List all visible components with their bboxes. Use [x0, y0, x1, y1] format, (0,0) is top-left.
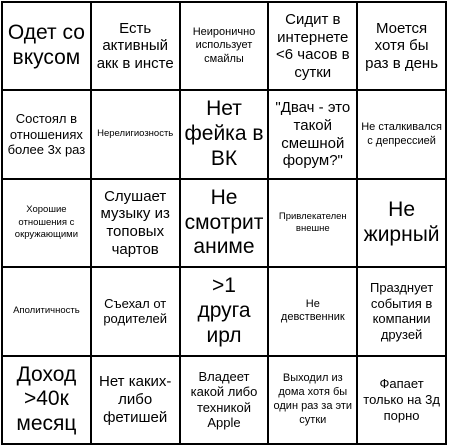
- bingo-cell: Слушает музыку из топовых чартов: [92, 180, 181, 268]
- bingo-cell: Не девственник: [269, 268, 358, 356]
- bingo-board: [1, 1, 447, 445]
- bingo-cell: Не сталкивался с депрессией: [358, 91, 447, 179]
- bingo-cell: "Двач - это такой смешной форум?": [269, 91, 358, 179]
- bingo-cell: Доход >40к месяц: [3, 357, 92, 445]
- bingo-cell: Нет фейка в ВК: [181, 91, 270, 179]
- bingo-cell: >1 друга ирл: [181, 268, 270, 356]
- bingo-cell: Не смотрит аниме: [181, 180, 270, 268]
- bingo-cell: Одет со вкусом: [3, 3, 92, 91]
- bingo-cell: Есть активный акк в инсте: [92, 3, 181, 91]
- bingo-cell: Владеет какой либо техникой Apple: [181, 357, 270, 445]
- bingo-cell: Празднует события в компании друзей: [358, 268, 447, 356]
- bingo-cell: Неиронично использует смайлы: [181, 3, 270, 91]
- bingo-cell: Съехал от родителей: [92, 268, 181, 356]
- bingo-cell: Нерелигиозность: [92, 91, 181, 179]
- bingo-cell: Хорошие отношения с окружающими: [3, 180, 92, 268]
- bingo-cell: Аполитичность: [3, 268, 92, 356]
- bingo-cell: Привлекателен внешне: [269, 180, 358, 268]
- bingo-cell: Выходил из дома хотя бы один раз за эти сутки: [269, 357, 358, 445]
- bingo-cell: Сидит в интернете <6 часов в сутки: [269, 3, 358, 91]
- bingo-cell: Моется хотя бы раз в день: [358, 3, 447, 91]
- bingo-cell: Нет каких-либо фетишей: [92, 357, 181, 445]
- bingo-cell: Фапает только на 3д порно: [358, 357, 447, 445]
- bingo-cell: Не жирный: [358, 180, 447, 268]
- bingo-cell: Состоял в отношениях более 3х раз: [3, 91, 92, 179]
